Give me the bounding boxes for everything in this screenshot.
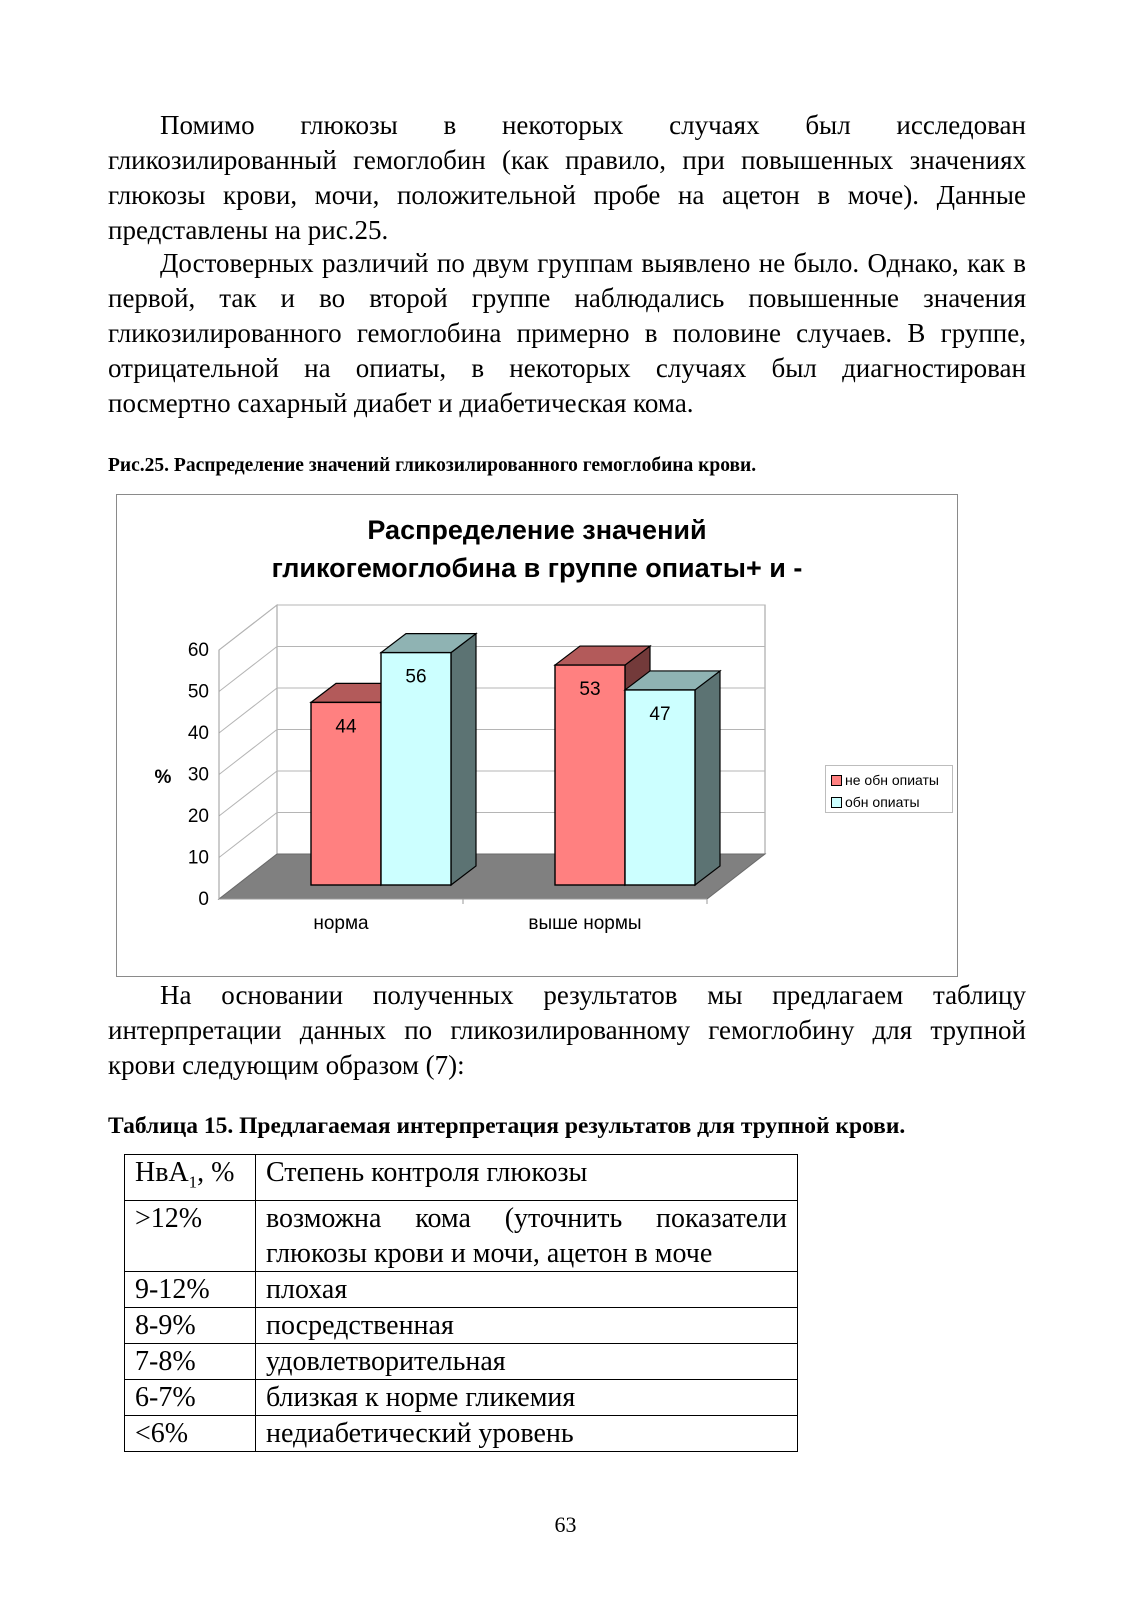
y-tick-label: 30 xyxy=(187,764,209,786)
y-tick-label: 40 xyxy=(187,723,209,744)
table-cell-range: >12% xyxy=(125,1200,256,1271)
table-cell-range: 6-7% xyxy=(125,1379,256,1415)
y-tick-label: 60 xyxy=(187,640,209,661)
header-hba1-main: НвА xyxy=(135,1157,189,1188)
y-tick-label: 0 xyxy=(198,889,209,910)
legend-item-not-detected xyxy=(831,769,952,791)
bar-data-label: 56 xyxy=(405,666,427,688)
header-hba1 xyxy=(125,1155,256,1201)
bar-data-label: 53 xyxy=(579,679,601,701)
paragraph-glucose-intro: Помимо глюкозы в некоторых случаях был исследован гликозилированный гемоглобин (как правило, при повышенных значениях глюкозы крови, мочи, положительной пробе на ацетон в моче). Данные представлены на рис.25. xyxy=(108,110,1026,245)
bar-side xyxy=(695,671,720,885)
table-cell-description: близкая к норме гликемия xyxy=(256,1379,798,1415)
table-row xyxy=(125,1200,798,1271)
legend-item-detected xyxy=(831,791,952,813)
table-cell-range: 8-9% xyxy=(125,1307,256,1343)
table-row xyxy=(125,1307,798,1343)
bar-data-label: 47 xyxy=(649,703,671,725)
table-cell-range: 9-12% xyxy=(125,1271,256,1307)
legend-label-not-detected: не обн опиаты xyxy=(845,772,939,788)
y-tick-label: 10 xyxy=(187,847,209,869)
y-axis-label: % xyxy=(154,767,172,788)
legend-swatch-not-detected xyxy=(831,775,842,786)
chart-frame xyxy=(116,494,958,977)
x-category-label: выше нормы xyxy=(528,913,642,934)
table-cell-range: 7-8% xyxy=(125,1343,256,1379)
chart-title-line-1: Распределение значений xyxy=(367,515,707,545)
header-hba1-suffix: , % xyxy=(197,1157,235,1188)
interpretation-table xyxy=(124,1154,798,1452)
table-row xyxy=(125,1343,798,1379)
legend-label-detected: обн опиаты xyxy=(845,794,920,810)
paragraph-proposal: На основании полученных результатов мы предлагаем таблицу интерпретации данных по гликозилированному гемоглобину для трупной крови следующим образом (7): xyxy=(108,980,1026,1080)
page-number: 63 xyxy=(554,1512,577,1537)
chart-legend xyxy=(825,765,953,813)
table-header-row xyxy=(125,1155,798,1201)
figure-caption: Рис.25. Распределение значений гликозилированного гемоглобина крови. xyxy=(108,455,757,476)
table-row xyxy=(125,1271,798,1307)
table-cell-description: плохая xyxy=(256,1271,798,1307)
paragraph-no-differences: Достоверных различий по двум группам выявлено не было. Однако, как в первой, так и во второй группе наблюдались повышенные значения гликозилированного гемоглобина примерно в половине случаев. В группе, отрицательной на опиаты, в некоторых случаях был диагностирован посмертно сахарный диабет и диабетическая кома. xyxy=(108,248,1026,418)
table-cell-description: недиабетический уровень xyxy=(256,1415,798,1451)
table-row xyxy=(125,1379,798,1415)
table-cell-range: <6% xyxy=(125,1415,256,1451)
table-row xyxy=(125,1415,798,1451)
chart-title-line-2: гликогемоглобина в группе опиаты+ и - xyxy=(271,553,803,583)
bar-side xyxy=(451,634,476,885)
header-glucose-control: Степень контроля глюкозы xyxy=(256,1155,798,1201)
table-caption: Таблица 15. Предлагаемая интерпретация результатов для трупной крови. xyxy=(108,1113,906,1139)
table-cell-description: удовлетворительная xyxy=(256,1343,798,1379)
bar-data-label: 44 xyxy=(335,716,357,738)
bar-chart xyxy=(117,495,957,976)
y-tick-label: 20 xyxy=(187,806,209,827)
y-tick-label: 50 xyxy=(187,681,209,703)
x-category-label: норма xyxy=(313,913,369,934)
table-cell-description: возможна кома (уточнить показатели глюкозы крови и мочи, ацетон в моче xyxy=(256,1200,798,1271)
table-cell-description: посредственная xyxy=(256,1307,798,1343)
legend-swatch-detected xyxy=(831,797,842,808)
header-hba1-subscript: 1 xyxy=(188,1172,198,1192)
